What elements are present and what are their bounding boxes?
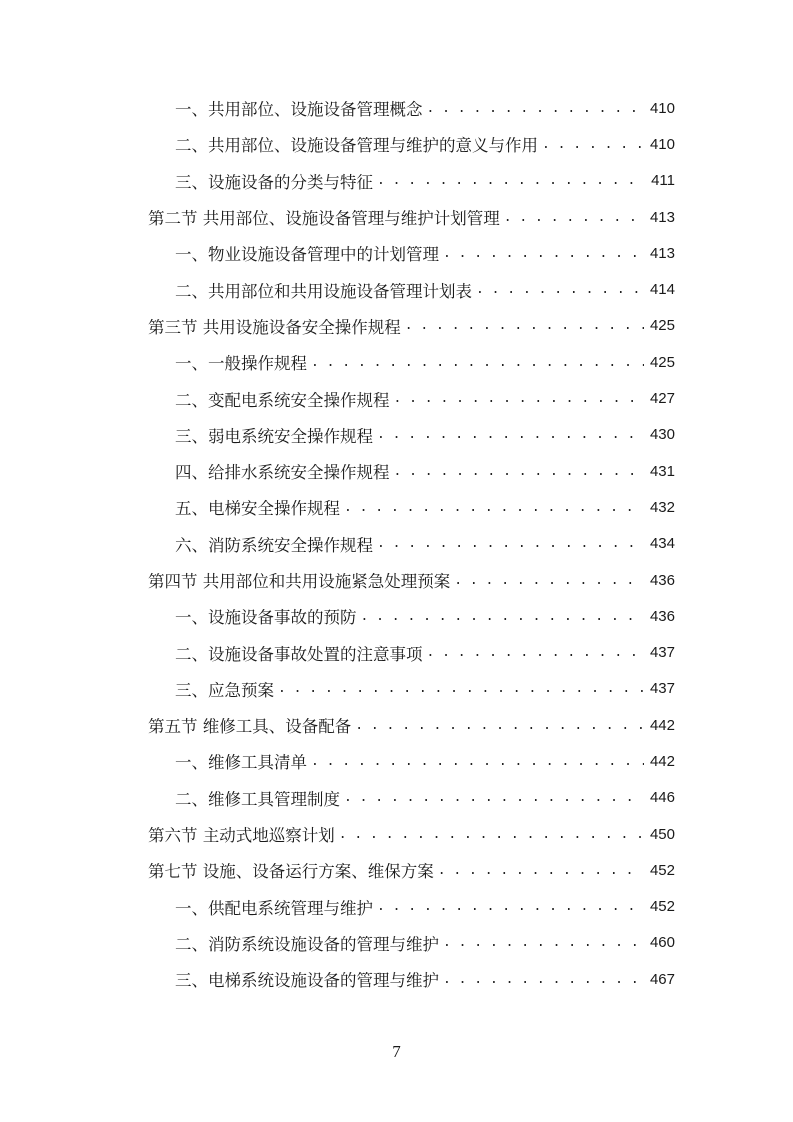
toc-entry-page: 442 [649,752,675,770]
dot-leader [443,935,644,950]
toc-entry-page: 431 [649,462,675,480]
toc-entry-label: 一、维修工具清单 [175,753,307,773]
toc-entry-page: 410 [649,135,675,153]
table-of-contents [148,90,675,997]
toc-section-entry[interactable] [148,562,675,598]
toc-entry-page: 437 [649,680,675,698]
dot-leader [339,827,644,842]
toc-entry-page: 434 [649,535,675,553]
toc-entry-label: 二、设施设备事故处置的注意事项 [175,644,423,664]
toc-entry-label: 第三节 共用设施设备安全操作规程 [148,317,401,337]
toc-entry-label: 第五节 维修工具、设备配备 [148,717,352,737]
toc-entry-label: 三、应急预案 [175,680,274,700]
toc-entry-page: 414 [649,281,675,299]
dot-leader [427,645,644,660]
dot-leader [504,210,644,225]
toc-subsection-entry[interactable] [148,526,675,562]
dot-leader [443,246,644,261]
toc-entry-label: 六、消防系统安全操作规程 [175,535,373,555]
toc-entry-label: 第四节 共用部位和共用设施紧急处理预案 [148,572,451,591]
toc-section-entry[interactable] [148,816,675,852]
toc-entry-page: 413 [649,208,675,226]
toc-entry-page: 437 [649,644,675,662]
toc-entry-page: 413 [649,244,675,262]
toc-entry-label: 一、一般操作规程 [175,354,307,374]
toc-entry-page: 436 [649,571,675,589]
toc-subsection-entry[interactable] [148,126,675,162]
dot-leader [361,609,644,624]
toc-subsection-entry[interactable] [148,235,675,271]
toc-subsection-entry[interactable] [148,743,675,779]
toc-subsection-entry[interactable] [148,417,675,453]
dot-leader [476,282,644,297]
toc-entry-label: 三、弱电系统安全操作规程 [175,426,373,446]
toc-entry-label: 第七节 设施、设备运行方案、维保方案 [148,862,434,882]
dot-leader [394,391,644,406]
toc-entry-page: 452 [649,898,675,916]
toc-entry-label: 四、给排水系统安全操作规程 [175,463,390,483]
toc-subsection-entry[interactable] [148,889,675,925]
toc-subsection-entry[interactable] [148,90,675,126]
toc-entry-label: 一、设施设备事故的预防 [175,608,357,628]
dot-leader [542,137,644,152]
toc-entry-page: 452 [649,861,675,879]
toc-entry-page: 425 [649,353,675,371]
toc-entry-page: 446 [649,789,675,807]
toc-entry-label: 一、供配电系统管理与维护 [175,898,373,918]
toc-subsection-entry[interactable] [148,453,675,489]
toc-entry-label: 二、消防系统设施设备的管理与维护 [175,934,439,954]
dot-leader [278,681,644,696]
dot-leader [344,790,644,805]
dot-leader [405,318,644,333]
dot-leader [377,427,644,442]
page-number: 7 [392,1042,401,1061]
toc-entry-page: 432 [649,498,675,516]
dot-leader [377,536,644,551]
dot-leader [394,464,644,479]
toc-entry-page: 411 [651,172,675,190]
toc-entry-page: 436 [649,607,675,625]
toc-entry-page: 450 [649,825,675,843]
dot-leader [454,573,644,588]
toc-subsection-entry[interactable] [148,671,675,707]
toc-entry-label: 第二节 共用部位、设施设备管理与维护计划管理 [148,209,500,229]
toc-section-entry[interactable] [148,308,675,344]
toc-entry-label: 二、共用部位、设施设备管理与维护的意义与作用 [175,136,538,156]
toc-entry-page: 410 [649,99,675,117]
dot-leader [377,899,644,914]
toc-entry-page: 425 [649,317,675,335]
toc-subsection-entry[interactable] [148,380,675,416]
dot-leader [443,972,644,987]
toc-entry-label: 三、电梯系统设施设备的管理与维护 [175,971,439,991]
toc-subsection-entry[interactable] [148,780,675,816]
toc-entry-label: 一、共用部位、设施设备管理概念 [175,100,423,120]
dot-leader [377,173,645,188]
toc-entry-label: 二、变配电系统安全操作规程 [175,390,390,410]
toc-entry-label: 三、设施设备的分类与特征 [175,172,373,192]
toc-entry-page: 460 [649,934,675,952]
toc-section-entry[interactable] [148,199,675,235]
dot-leader [311,355,644,370]
toc-subsection-entry[interactable] [148,598,675,634]
toc-entry-page: 430 [649,426,675,444]
toc-subsection-entry[interactable] [148,271,675,307]
toc-entry-label: 二、共用部位和共用设施设备管理计划表 [175,281,472,301]
dot-leader [355,718,644,733]
toc-entry-page: 427 [649,390,675,408]
toc-section-entry[interactable] [148,707,675,743]
toc-subsection-entry[interactable] [148,489,675,525]
toc-entry-page: 467 [649,970,675,988]
toc-subsection-entry[interactable] [148,163,675,199]
toc-entry-label: 第六节 主动式地巡察计划 [148,826,335,846]
toc-subsection-entry[interactable] [148,925,675,961]
toc-entry-label: 一、物业设施设备管理中的计划管理 [175,245,439,265]
toc-section-entry[interactable] [148,852,675,888]
dot-leader [344,500,644,515]
dot-leader [427,101,644,116]
dot-leader [438,863,644,878]
toc-subsection-entry[interactable] [148,344,675,380]
toc-entry-label: 二、维修工具管理制度 [175,789,340,809]
toc-entry-label: 五、电梯安全操作规程 [175,499,340,519]
dot-leader [311,754,644,769]
toc-subsection-entry[interactable] [148,634,675,670]
toc-entry-page: 442 [649,716,675,734]
toc-subsection-entry[interactable] [148,961,675,997]
